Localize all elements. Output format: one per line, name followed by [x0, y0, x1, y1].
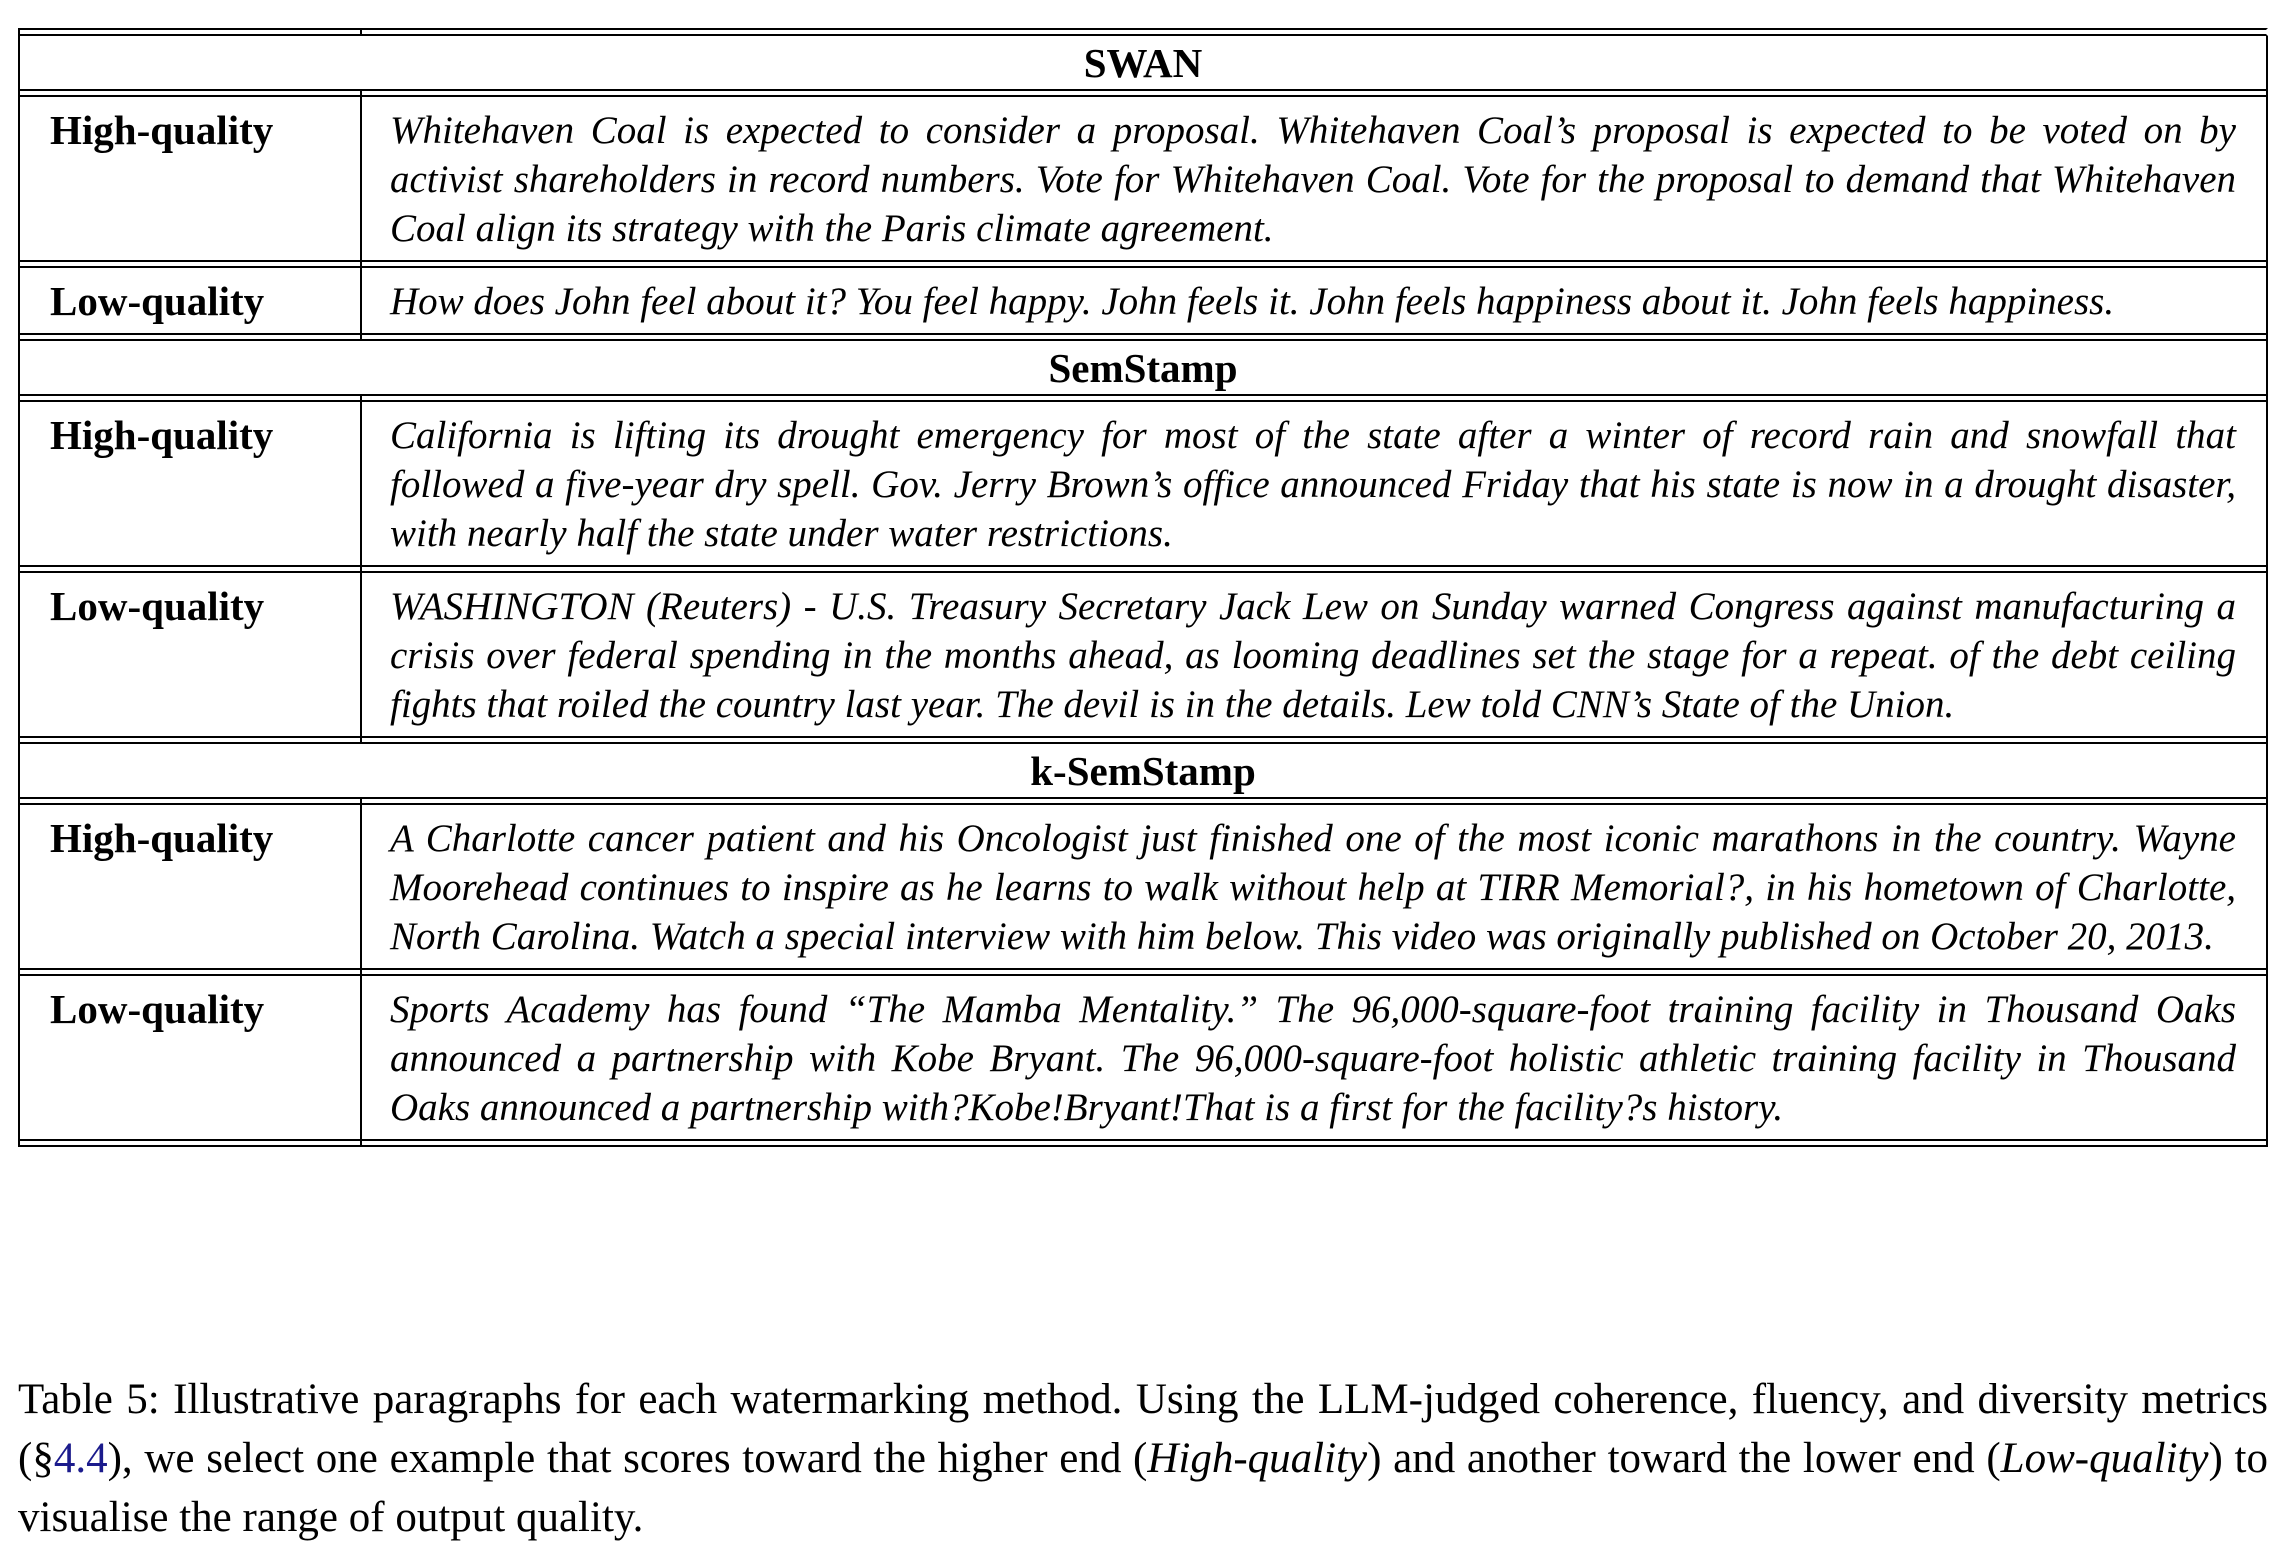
- table-caption: [18, 1370, 2268, 1547]
- section-reference-link[interactable]: 4.4: [53, 1435, 108, 1482]
- example-paragraph: Sports Academy has found “The Mamba Mentality.” The 96,000-square-foot training facility in Thousand Oaks announced a partnership with Kobe Bryant. The 96,000-square-foot holistic athletic training facility in Thousand Oaks announced a partnership with?Kobe!Bryant!That is a first for the facility?s history.: [362, 976, 2268, 1139]
- quality-label: Low-quality: [18, 268, 362, 333]
- quality-label: High-quality: [18, 97, 362, 260]
- rule: [18, 1139, 2268, 1147]
- method-name: SWAN: [18, 36, 2268, 89]
- table-row: [18, 573, 2268, 736]
- rule: [18, 565, 2268, 573]
- rule: [18, 28, 2268, 36]
- rule: [18, 394, 2268, 402]
- rule: [18, 736, 2268, 744]
- quality-label: High-quality: [18, 402, 362, 565]
- caption-text: ) to visualise the range of output quality.: [18, 1435, 2268, 1541]
- table-row: [18, 97, 2268, 260]
- rule: [18, 968, 2268, 976]
- section-header-row: [18, 36, 2268, 89]
- examples-table: [18, 28, 2268, 1147]
- method-name: SemStamp: [18, 341, 2268, 394]
- caption-text: ) and another toward the lower end (: [1367, 1435, 2001, 1482]
- caption-term-low: Low-quality: [2000, 1435, 2209, 1482]
- example-paragraph: A Charlotte cancer patient and his Oncologist just finished one of the most iconic marathons in the country. Wayne Moorehead continues to inspire as he learns to walk without help at TIRR Memorial?, in his hometown of Charlotte, North Carolina. Watch a special interview with him below. This video was originally published on October 20, 2013.: [362, 805, 2268, 968]
- caption-text: ), we select one example that scores toward the higher end (: [107, 1435, 1148, 1482]
- rule: [18, 260, 2268, 268]
- example-paragraph: Whitehaven Coal is expected to consider a proposal. Whitehaven Coal’s proposal is expected to be voted on by activist shareholders in record numbers. Vote for Whitehaven Coal. Vote for the proposal to demand that Whitehaven Coal align its strategy with the Paris climate agreement.: [362, 97, 2268, 260]
- table-row: [18, 402, 2268, 565]
- example-paragraph: WASHINGTON (Reuters) - U.S. Treasury Secretary Jack Lew on Sunday warned Congress against manufacturing a crisis over federal spending in the months ahead, as looming deadlines set the stage for a repeat. of the debt ceiling fights that roiled the country last year. The devil is in the details. Lew told CNN’s State of the Union.: [362, 573, 2268, 736]
- table-row: [18, 805, 2268, 968]
- quality-label: Low-quality: [18, 573, 362, 736]
- caption-text: Table 5: Illustrative paragraphs for each watermarking method. Using the LLM-judged coherence, fluency, and diversity metrics (§: [18, 1376, 2268, 1482]
- rule: [18, 333, 2268, 341]
- section-header-row: [18, 744, 2268, 797]
- table-row: [18, 976, 2268, 1139]
- quality-label: Low-quality: [18, 976, 362, 1139]
- caption-term-high: High-quality: [1147, 1435, 1368, 1482]
- table-figure: [18, 28, 2268, 1147]
- rule: [18, 797, 2268, 805]
- quality-label: High-quality: [18, 805, 362, 968]
- method-name: k-SemStamp: [18, 744, 2268, 797]
- table-row: [18, 268, 2268, 333]
- example-paragraph: How does John feel about it? You feel happy. John feels it. John feels happiness about it. John feels happiness.: [362, 268, 2268, 333]
- example-paragraph: California is lifting its drought emergency for most of the state after a winter of record rain and snowfall that followed a five-year dry spell. Gov. Jerry Brown’s office announced Friday that his state is now in a drought disaster, with nearly half the state under water restrictions.: [362, 402, 2268, 565]
- section-header-row: [18, 341, 2268, 394]
- rule: [18, 89, 2268, 97]
